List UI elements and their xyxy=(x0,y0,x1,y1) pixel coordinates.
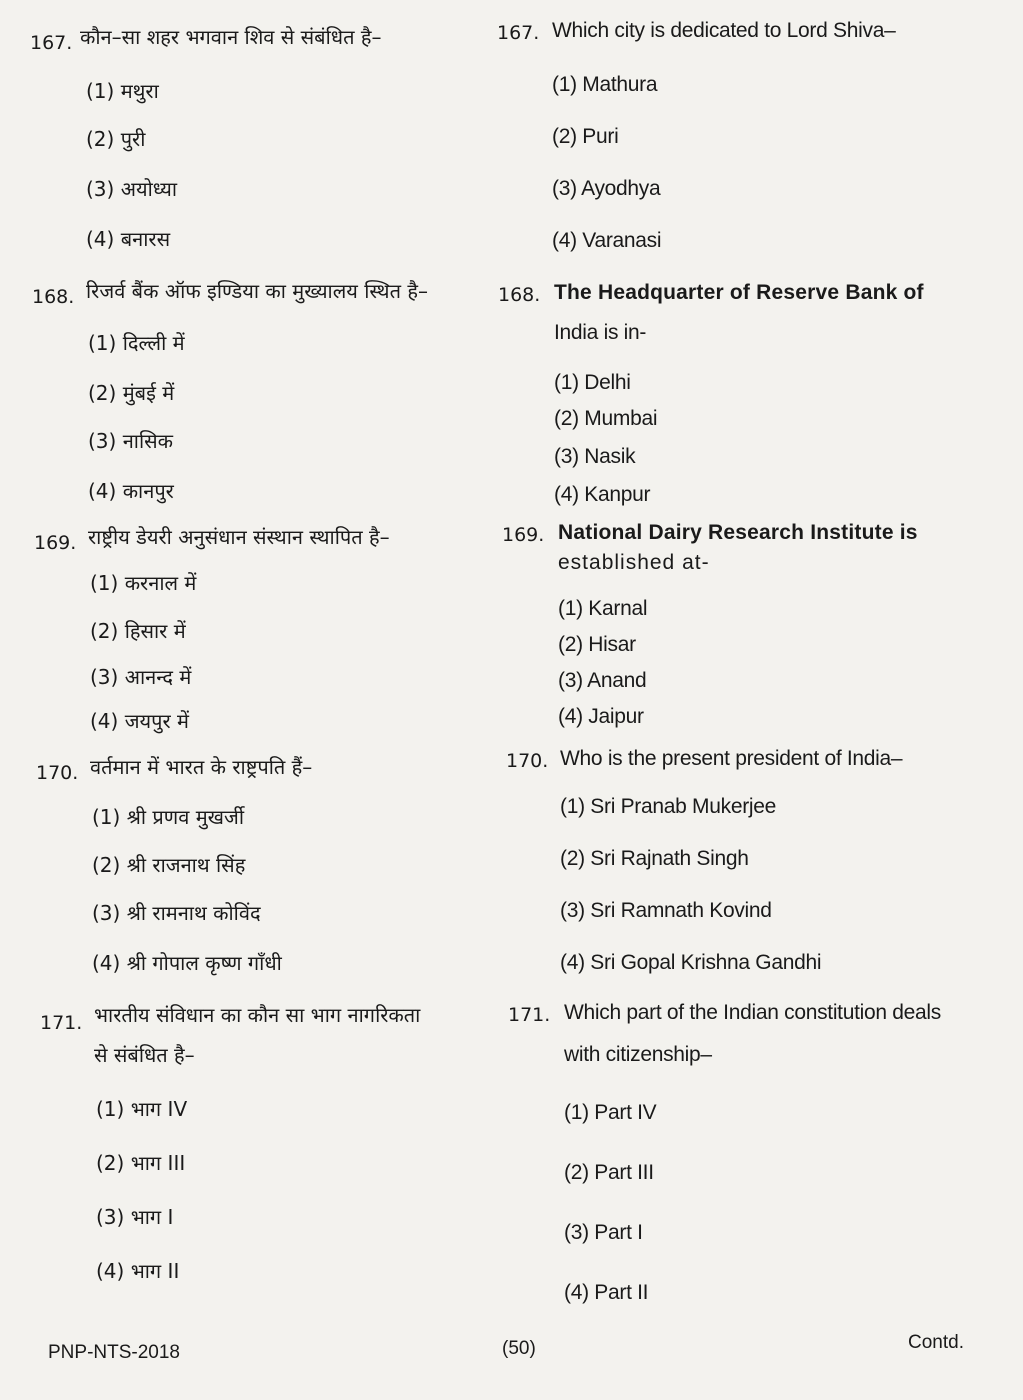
option-english: (3) Anand xyxy=(558,669,647,692)
option-hindi: (1) मथुरा xyxy=(86,79,159,103)
option-hindi: (1) श्री प्रणव मुखर्जी xyxy=(92,805,245,829)
option-hindi: (2) भाग III xyxy=(96,1151,186,1175)
option-hindi: (4) बनारस xyxy=(86,227,171,251)
option-hindi: (3) अयोध्या xyxy=(86,177,178,201)
question-number: 169. xyxy=(34,532,77,554)
option-hindi: (1) भाग IV xyxy=(96,1097,188,1121)
question-number: 171. xyxy=(40,1012,83,1034)
option-english: (1) Part IV xyxy=(564,1101,657,1124)
option-english: (3) Ayodhya xyxy=(552,177,661,200)
question-number: 170. xyxy=(506,750,549,772)
question-text-english: Who is the present president of India– xyxy=(560,747,903,770)
option-english: (3) Nasik xyxy=(554,445,636,468)
option-hindi: (2) हिसार में xyxy=(90,619,186,643)
question-number: 171. xyxy=(508,1004,551,1026)
option-english: (4) Varanasi xyxy=(552,229,662,252)
question-number: 167. xyxy=(497,22,540,44)
option-english: (4) Jaipur xyxy=(558,705,644,728)
footer-contd: Contd. xyxy=(908,1332,964,1353)
question-number: 170. xyxy=(36,762,79,784)
option-english: (1) Delhi xyxy=(554,371,631,394)
question-text-english: Which part of the Indian constitution deals xyxy=(564,1001,941,1024)
question-number: 168. xyxy=(32,286,75,308)
question-text-english: India is in- xyxy=(554,321,647,344)
option-hindi: (3) नासिक xyxy=(88,429,174,453)
option-english: (2) Mumbai xyxy=(554,407,658,430)
option-english: (1) Karnal xyxy=(558,597,648,620)
option-hindi: (2) पुरी xyxy=(86,127,146,151)
question-text-hindi: रिजर्व बैंक ऑफ इण्डिया का मुख्यालय स्थित है– xyxy=(86,279,428,303)
question-number: 169. xyxy=(502,524,545,546)
option-hindi: (1) करनाल में xyxy=(90,571,197,595)
option-hindi: (4) कानपुर xyxy=(88,479,174,503)
option-hindi: (2) मुंबई में xyxy=(88,381,175,405)
question-text-hindi: राष्ट्रीय डेयरी अनुसंधान संस्थान स्थापित है– xyxy=(88,525,390,549)
question-text-english: The Headquarter of Reserve Bank of xyxy=(554,281,924,304)
question-text-english: Which city is dedicated to Lord Shiva– xyxy=(552,19,896,42)
option-english: (1) Mathura xyxy=(552,73,658,96)
question-number: 167. xyxy=(30,32,73,54)
question-text-english: established at- xyxy=(558,551,710,574)
option-english: (4) Sri Gopal Krishna Gandhi xyxy=(560,951,822,974)
option-english: (3) Sri Ramnath Kovind xyxy=(560,899,772,922)
question-text-hindi: वर्तमान में भारत के राष्ट्रपति हैं– xyxy=(90,755,313,779)
option-english: (1) Sri Pranab Mukerjee xyxy=(560,795,777,818)
option-english: (4) Kanpur xyxy=(554,483,651,506)
footer-code: PNP-NTS-2018 xyxy=(48,1342,180,1363)
option-english: (2) Hisar xyxy=(558,633,636,656)
option-hindi: (4) जयपुर में xyxy=(90,709,189,733)
option-hindi: (3) भाग I xyxy=(96,1205,174,1229)
option-english: (4) Part II xyxy=(564,1281,649,1304)
question-text-hindi: भारतीय संविधान का कौन सा भाग नागरिकता xyxy=(94,1003,421,1027)
option-hindi: (3) श्री रामनाथ कोविंद xyxy=(92,901,261,925)
question-number: 168. xyxy=(498,284,541,306)
option-english: (2) Puri xyxy=(552,125,619,148)
question-text-english: National Dairy Research Institute is xyxy=(558,521,918,544)
question-text-english: with citizenship– xyxy=(564,1043,712,1066)
option-english: (2) Sri Rajnath Singh xyxy=(560,847,749,870)
option-english: (2) Part III xyxy=(564,1161,654,1184)
option-hindi: (4) भाग II xyxy=(96,1259,180,1283)
question-text-hindi: कौन–सा शहर भगवान शिव से संबंधित है– xyxy=(80,25,382,49)
footer-page-number: (50) xyxy=(502,1338,536,1359)
option-hindi: (3) आनन्द में xyxy=(90,665,192,689)
option-english: (3) Part I xyxy=(564,1221,643,1244)
option-hindi: (1) दिल्ली में xyxy=(88,331,185,355)
question-text-hindi: से संबंधित है– xyxy=(94,1043,195,1067)
option-hindi: (2) श्री राजनाथ सिंह xyxy=(92,853,246,877)
option-hindi: (4) श्री गोपाल कृष्ण गाँधी xyxy=(92,951,282,975)
